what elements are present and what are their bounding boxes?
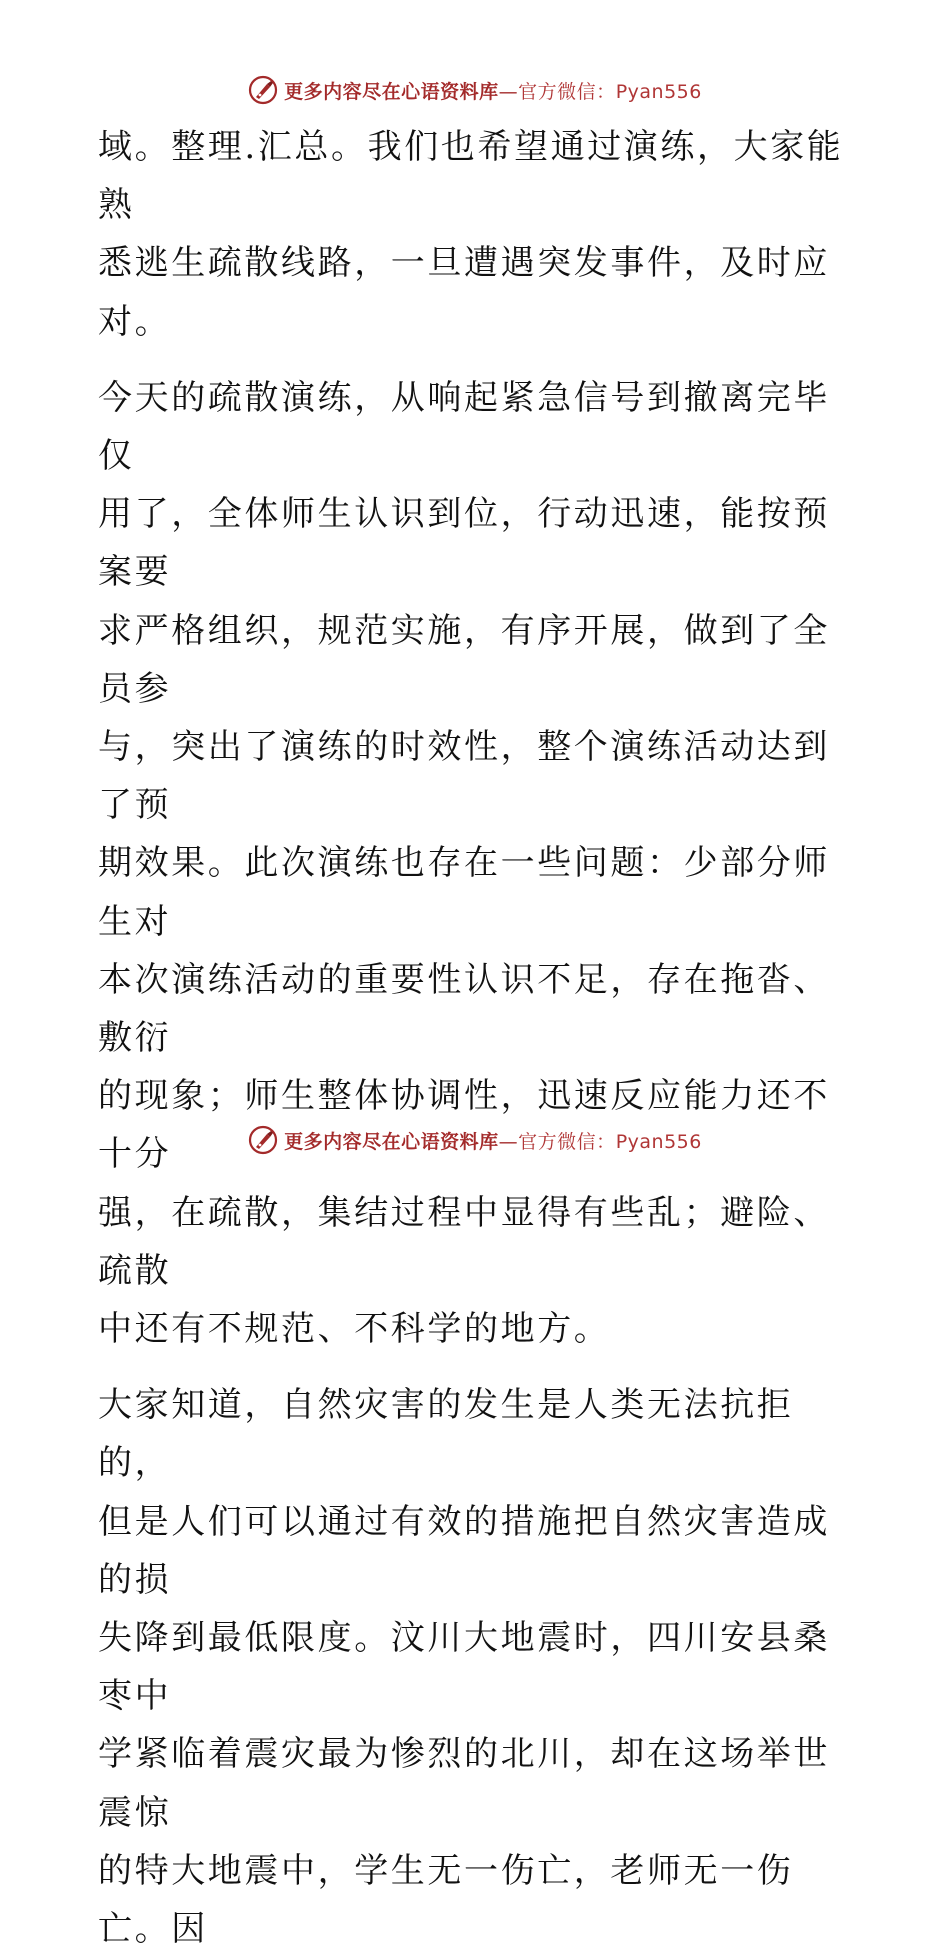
header-banner (0, 70, 950, 110)
paragraph-1: 域。整理.汇总。我们也希望通过演练，大家能熟 悉逃生疏散线路，一旦遭遇突发事件，及时应对。 (98, 127, 844, 342)
banner-text (284, 77, 702, 104)
document-body (98, 118, 858, 1958)
pen-nib-logo-icon (248, 1125, 278, 1155)
banner-text (284, 1127, 702, 1154)
footer-banner (0, 1120, 950, 1160)
paragraph-2: 今天的疏散演练，从响起紧急信号到撤离完毕仅 用了，全体师生认识到位，行动迅速，能按预案要 求严格组织，规范实施，有序开展，做到了全员参 与，突出了演练的时效性，整个演练活动达到了预 期效果。此次演练也存在一些问题：少部分师生对 本次演练活动的重要性认识不足，存在拖沓、敷衍 的现象；师生整体协调性，迅速反应能力还不十分 强，在疏散，集结过程中显得有些乱；避险、疏散 中还有不规范、不科学的地方。 (98, 377, 830, 1350)
banner-site-text: 更多内容尽在心语资料库 (284, 80, 499, 103)
pen-nib-logo-icon (248, 75, 278, 105)
banner-wechat-id: Pyan556 (615, 1130, 702, 1153)
banner-official-label: 官方微信： (518, 1130, 616, 1153)
banner-site-text: 更多内容尽在心语资料库 (284, 1130, 499, 1153)
banner-official-label: 官方微信： (518, 80, 616, 103)
paragraph-3: 大家知道，自然灾害的发生是人类无法抗拒的， 但是人们可以通过有效的措施把自然灾害造成的损 失降到最低限度。汶川大地震时，四川安县桑枣中 学紧临着震灾最为惨烈的北川，却在这场举世震惊 的特大地震中，学生无一伤亡，老师无一伤亡。因 (98, 1385, 830, 1950)
banner-separator: — (498, 80, 519, 103)
banner-wechat-id: Pyan556 (615, 80, 702, 103)
banner-separator: — (498, 1130, 519, 1153)
